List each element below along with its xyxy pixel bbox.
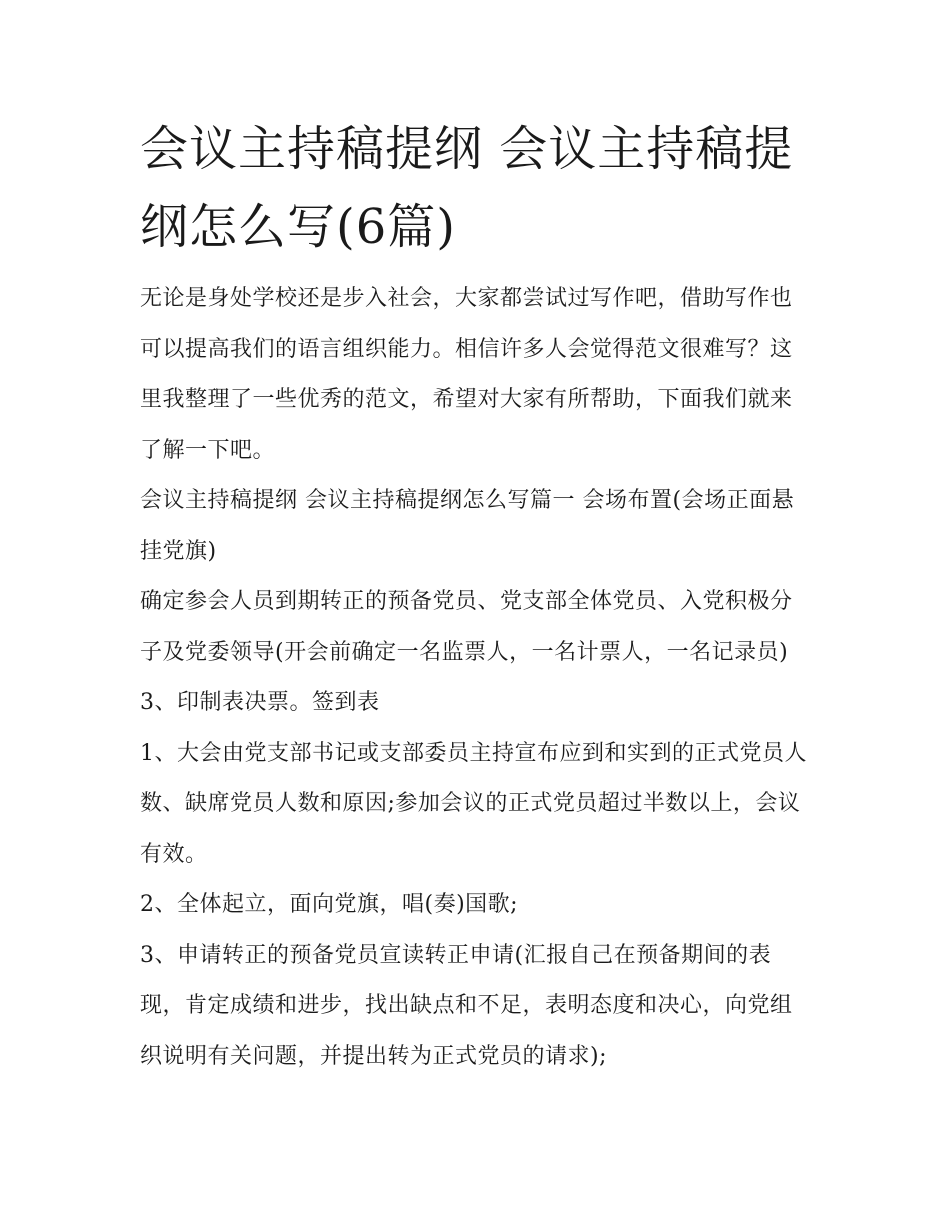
paragraph-intro: 无论是身处学校还是步入社会，大家都尝试过写作吧，借助写作也可以提高我们的语言组织能力。相信许多人会觉得范文很难写？这里我整理了一些优秀的范文，希望对大家有所帮助，下面我们就来了解一下吧。 (140, 286, 793, 463)
paragraph-step-1: 1、大会由党支部书记或支部委员主持宣布应到和实到的正式党员人数、缺席党员人数和原因;参加会议的正式党员超过半数以上，会议有效。 (140, 740, 807, 867)
paragraph-attendees: 确定参会人员到期转正的预备党员、党支部全体党员、入党积极分子及党委领导(开会前确定一名监票人，一名计票人，一名记录员) 3、印制表决票。签到表 (140, 589, 793, 715)
document-page (140, 110, 812, 1082)
paragraph-step-2: 2、全体起立，面向党旗，唱(奏)国歌; (140, 892, 519, 917)
paragraph-step-3: 3、申请转正的预备党员宣读转正申请(汇报自己在预备期间的表现，肯定成绩和进步，找出缺点和不足，表明态度和决心，向党组织说明有关问题，并提出转为正式党员的请求); (140, 942, 793, 1069)
paragraph-section-heading: 会议主持稿提纲 会议主持稿提纲怎么写篇一 会场布置(会场正面悬挂党旗) (140, 488, 795, 564)
document-title: 会议主持稿提纲 会议主持稿提纲怎么写(6篇) (140, 121, 794, 255)
